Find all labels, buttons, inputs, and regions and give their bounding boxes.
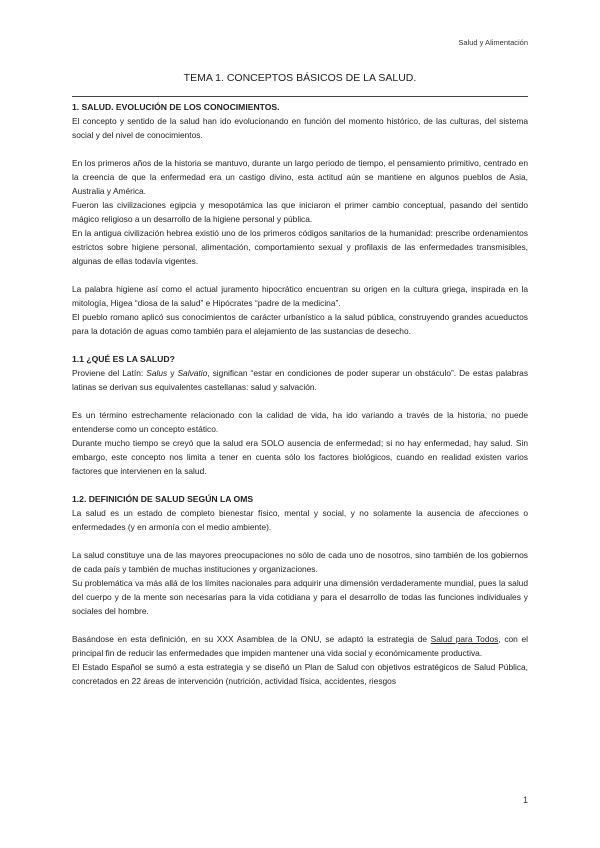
latin-term: Salvatio xyxy=(177,368,208,378)
page-number: 1 xyxy=(522,795,528,805)
section-heading: 1.2. DEFINICIÓN DE SALUD SEGÚN LA OMS xyxy=(72,494,254,504)
paragraph: Su problemática va más allá de los límites nacionales para adquirir una dimensión verdaderamente mundial, pues la salud del cuerpo y de la mente son necesarias para la vida cotidiana y para el desarrollo de todas las funciones individuales y sociales del hombre. xyxy=(72,578,528,616)
paragraph: En los primeros años de la historia se mantuvo, durante un largo periodo de tiempo, el pensamiento primitivo, centrado en la creencia de que la enfermedad era un castigo divino, esta actitud aún se mantiene en algunos pueblos de Asia, Australia y América. xyxy=(72,158,528,196)
paragraph xyxy=(72,366,528,394)
paragraph: Durante mucho tiempo se creyó que la salud era SOLO ausencia de enfermedad; si no hay enfermedad, hay salud. Sin embargo, este concepto nos limita a tener en cuenta sólo los factores biológicos, cuando en realidad existen varios factores que intervienen en la salud. xyxy=(72,438,528,476)
document-title: TEMA 1. CONCEPTOS BÁSICOS DE LA SALUD. xyxy=(183,72,417,84)
paragraph: El concepto y sentido de la salud han ido evolucionando en función del momento histórico, de las culturas, del sistema social y del nivel de conocimientos. xyxy=(72,116,528,140)
paragraph: Es un término estrechamente relacionado con la calidad de vida, ha ido variando a través de la historia, no puede entenderse como un concepto estático. xyxy=(72,410,528,434)
paragraph: La salud constituye una de las mayores preocupaciones no sólo de cada uno de nosotros, sino también de los gobiernos de cada país y también de muchas instituciones y organizaciones. xyxy=(72,550,528,574)
paragraph: El pueblo romano aplicó sus conocimientos de carácter urbanístico a la salud pública, construyendo grandes acueductos para la dotación de aguas como también para el alejamiento de las sustancias de desecho. xyxy=(72,312,528,336)
salud-para-todos-link[interactable]: Salud para Todos xyxy=(430,634,499,644)
paragraph: Fueron las civilizaciones egipcia y mesopotámica las que iniciaron el primer cambio conceptual, pasando del sentido mágico religioso a un desarrollo de la higiene personal y pública. xyxy=(72,200,528,224)
latin-term: Salus xyxy=(146,368,168,378)
text-run: Basándose en esta definición, en su XXX Asamblea de la ONU, se adaptó la estrategia de xyxy=(72,634,431,644)
paragraph: El Estado Español se sumó a esta estrategia y se diseñó un Plan de Salud con objetivos estratégicos de Salud Pública, concretados en 22 áreas de intervención (nutrición, actividad física, accidentes, riesgos xyxy=(72,662,528,686)
document-body xyxy=(72,100,528,688)
paragraph: La palabra higiene así como el actual juramento hipocrático encuentran su origen en la cultura griega, inspirada en la mitología, Higea “diosa de la salud” e Hipócrates “padre de la medicina”. xyxy=(72,284,528,308)
paragraph: En la antigua civilización hebrea existió uno de los primeros códigos sanitarios de la humanidad: prescribe ordenamientos estrictos sobre higiene personal, alimentación, comportamiento sexual y profilaxis de las enfermedades transmisibles, algunas de ellas todavía vigentes. xyxy=(72,228,528,266)
running-header: Salud y Alimentación xyxy=(458,38,528,47)
text-run: , significan “estar en condiciones de poder superar un obstáculo”. De estas palabras latinas se derivan sus equivalentes castellanas: salud y salvación. xyxy=(72,368,529,392)
text-run: , con el principal fin de reducir las enfermedades que impiden mantener una vida social y económicamente productiva. xyxy=(72,634,528,658)
paragraph xyxy=(72,632,528,660)
paragraph: La salud es un estado de completo bienestar físico, mental y social, y no solamente la ausencia de afecciones o enfermedades (y en armonía con el medio ambiente). xyxy=(72,508,528,532)
section-heading: 1. SALUD. EVOLUCIÓN DE LOS CONOCIMIENTOS. xyxy=(72,102,280,112)
text-run: y xyxy=(167,368,178,378)
text-run: Proviene del Latín: xyxy=(72,368,147,378)
title-divider xyxy=(72,96,528,97)
section-heading: 1.1 ¿QUÉ ES LA SALUD? xyxy=(72,354,175,364)
